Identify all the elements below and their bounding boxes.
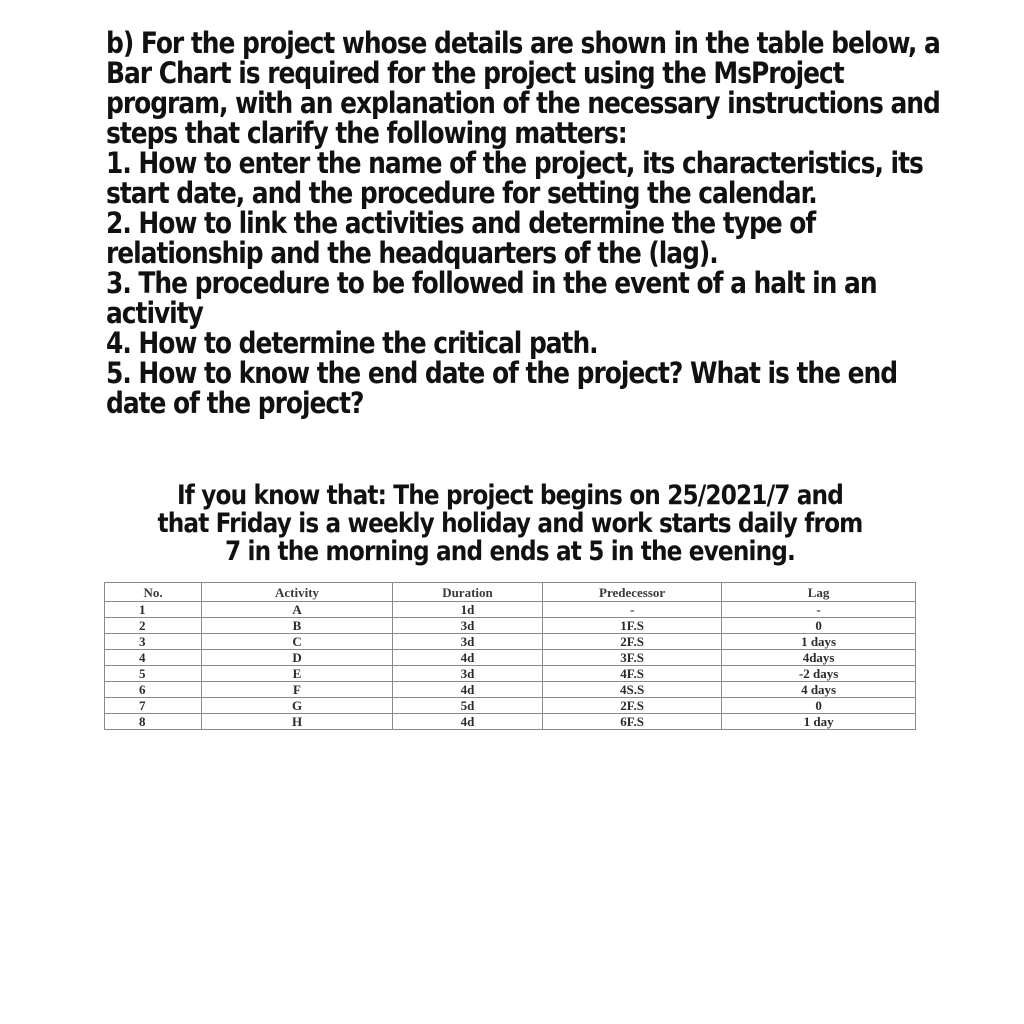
cell-duration: 4d xyxy=(392,650,542,666)
question-line: 3. The procedure to be followed in the event of a halt in an xyxy=(106,266,877,300)
cell-no: 4 xyxy=(105,650,202,666)
table-row xyxy=(105,698,916,714)
cell-activity: H xyxy=(202,714,393,730)
table-header-row xyxy=(105,583,916,602)
cell-duration: 1d xyxy=(392,602,542,618)
cell-activity: G xyxy=(202,698,393,714)
question-line: start date, and the procedure for setting the calendar. xyxy=(106,176,817,210)
header-duration: Duration xyxy=(392,583,542,602)
cell-duration: 4d xyxy=(392,714,542,730)
cell-lag: 0 xyxy=(722,618,916,634)
cell-duration: 5d xyxy=(392,698,542,714)
cell-duration: 3d xyxy=(392,618,542,634)
cell-lag: -2 days xyxy=(722,666,916,682)
cell-lag: 4 days xyxy=(722,682,916,698)
header-predecessor: Predecessor xyxy=(543,583,722,602)
cell-activity: E xyxy=(202,666,393,682)
table-row xyxy=(105,602,916,618)
cell-predecessor: - xyxy=(543,602,722,618)
given-line: If you know that: The project begins on 25/2021/7 and xyxy=(177,480,843,511)
question-line: 1. How to enter the name of the project, its characteristics, its xyxy=(106,146,923,180)
cell-activity: A xyxy=(202,602,393,618)
question-line: b) For the project whose details are shown in the table below, a xyxy=(106,26,940,60)
cell-lag: - xyxy=(722,602,916,618)
cell-predecessor: 2F.S xyxy=(543,634,722,650)
given-line: that Friday is a weekly holiday and work starts daily from xyxy=(157,508,863,539)
table-row xyxy=(105,618,916,634)
question-line: 5. How to know the end date of the project? What is the end xyxy=(106,356,898,390)
cell-lag: 1 days xyxy=(722,634,916,650)
cell-no: 6 xyxy=(105,682,202,698)
question-line: date of the project? xyxy=(106,386,364,420)
cell-no: 1 xyxy=(105,602,202,618)
table-row xyxy=(105,650,916,666)
cell-predecessor: 1F.S xyxy=(543,618,722,634)
cell-duration: 3d xyxy=(392,634,542,650)
cell-no: 7 xyxy=(105,698,202,714)
table-row xyxy=(105,666,916,682)
cell-predecessor: 6F.S xyxy=(543,714,722,730)
question-line: steps that clarify the following matters: xyxy=(106,116,627,150)
cell-predecessor: 3F.S xyxy=(543,650,722,666)
question-line: Bar Chart is required for the project using the MsProject xyxy=(106,56,844,90)
question-line: 2. How to link the activities and determine the type of xyxy=(106,206,816,240)
cell-lag: 4days xyxy=(722,650,916,666)
cell-predecessor: 2F.S xyxy=(543,698,722,714)
activity-table xyxy=(104,582,916,730)
cell-no: 2 xyxy=(105,618,202,634)
cell-lag: 0 xyxy=(722,698,916,714)
given-line: 7 in the morning and ends at 5 in the evening. xyxy=(225,536,795,567)
question-line: relationship and the headquarters of the (lag). xyxy=(106,236,718,270)
cell-no: 8 xyxy=(105,714,202,730)
cell-activity: D xyxy=(202,650,393,666)
header-no: No. xyxy=(105,583,202,602)
cell-predecessor: 4S.S xyxy=(543,682,722,698)
cell-activity: B xyxy=(202,618,393,634)
given-conditions xyxy=(100,482,920,566)
question-line: 4. How to determine the critical path. xyxy=(106,326,598,360)
question-line: activity xyxy=(106,296,203,330)
table-row xyxy=(105,682,916,698)
table-row xyxy=(105,714,916,730)
cell-lag: 1 day xyxy=(722,714,916,730)
question-text xyxy=(106,26,940,420)
cell-no: 3 xyxy=(105,634,202,650)
header-lag: Lag xyxy=(722,583,916,602)
cell-activity: F xyxy=(202,682,393,698)
cell-activity: C xyxy=(202,634,393,650)
header-activity: Activity xyxy=(202,583,393,602)
cell-predecessor: 4F.S xyxy=(543,666,722,682)
cell-no: 5 xyxy=(105,666,202,682)
cell-duration: 3d xyxy=(392,666,542,682)
cell-duration: 4d xyxy=(392,682,542,698)
table-row xyxy=(105,634,916,650)
question-line: program, with an explanation of the necessary instructions and xyxy=(106,86,940,120)
